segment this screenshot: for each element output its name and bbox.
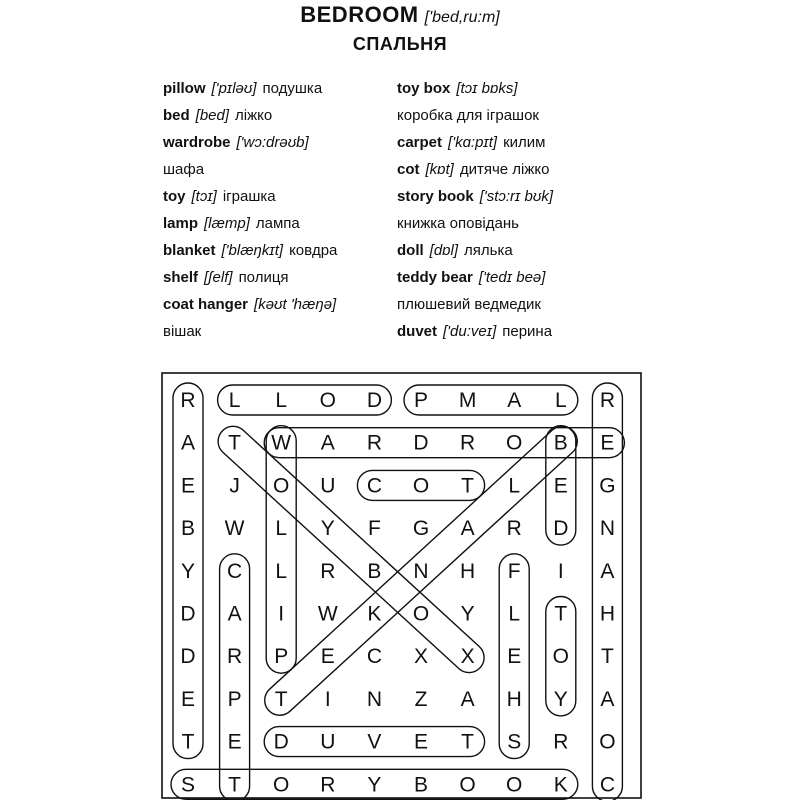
grid-letter: C: [366, 474, 382, 498]
grid-letter: O: [599, 730, 616, 754]
grid-letter: B: [413, 773, 429, 797]
grid-letter: J: [229, 474, 240, 498]
grid-letter: P: [227, 687, 242, 711]
grid-letter: I: [557, 559, 564, 583]
grid-letter: S: [507, 730, 522, 754]
grid-letter: E: [320, 645, 335, 669]
grid-letter: O: [506, 431, 523, 455]
vocab-translation: полиця: [238, 269, 289, 286]
word-oval: [218, 385, 392, 415]
vocab-word: bed: [163, 107, 190, 124]
vocab-transcription: [tɔɪ bɒks]: [456, 80, 518, 97]
vocab-transcription: [dɒl]: [429, 242, 459, 259]
vocab-translation: вішак: [163, 323, 202, 340]
page-title: BEDROOM: [300, 2, 419, 27]
vocab-word: coat hanger: [163, 296, 249, 313]
vocab-transcription: [kɒt]: [425, 161, 454, 178]
grid-letter: Y: [553, 687, 568, 711]
grid-letter: T: [554, 602, 568, 626]
grid-letter: Z: [414, 687, 428, 711]
grid-letter: X: [413, 645, 429, 669]
vocab-word: duvet: [397, 323, 438, 340]
grid-letter: O: [459, 773, 476, 797]
grid-letter: P: [413, 389, 429, 412]
grid-letter: L: [554, 389, 567, 412]
letter-grid: [180, 389, 615, 796]
word-oval: [264, 428, 624, 458]
grid-letter: O: [412, 602, 430, 626]
grid-letter: W: [271, 431, 292, 455]
vocab-word: lamp: [163, 215, 199, 232]
grid-letter: G: [412, 517, 430, 541]
vocab-transcription: [læmp]: [204, 215, 250, 232]
page-subtitle: СПАЛЬНЯ: [352, 34, 448, 54]
vocab-word: cot: [397, 161, 420, 178]
vocab-word: story book: [397, 188, 474, 205]
grid-letter: H: [506, 687, 522, 711]
grid-letter: D: [180, 602, 196, 626]
word-oval: [266, 426, 296, 674]
vocab-transcription: ['wɔ:drəʊb]: [236, 134, 309, 151]
grid-letter: F: [367, 517, 381, 541]
grid-letter: L: [508, 474, 521, 498]
grid-letter: C: [366, 645, 382, 669]
vocab-translation: килим: [503, 134, 546, 151]
vocab-translation: лампа: [255, 215, 300, 232]
grid-letter: X: [460, 645, 475, 669]
grid-letter: T: [228, 773, 242, 797]
grid-letter: R: [320, 773, 336, 797]
grid-letter: Y: [460, 602, 475, 626]
grid-letter: R: [366, 431, 382, 455]
vocab-transcription: [kəʊt 'hæŋə]: [254, 296, 337, 313]
grid-letter: T: [461, 730, 475, 754]
grid-letter: E: [600, 431, 615, 455]
grid-letter: N: [413, 559, 429, 583]
vocab-word: carpet: [397, 134, 443, 151]
grid-letter: T: [181, 730, 195, 754]
grid-letter: Y: [180, 559, 196, 583]
grid-letter: Y: [320, 517, 335, 541]
grid-letter: R: [553, 730, 569, 754]
grid-letter: U: [320, 474, 336, 498]
grid-letter: U: [320, 730, 336, 754]
vocab-translation: плюшевий ведмедик: [397, 296, 541, 313]
vocab-transcription: ['du:veɪ]: [443, 323, 497, 340]
vocab-transcription: [ʃelf]: [204, 269, 233, 286]
grid-letter: K: [367, 602, 382, 626]
grid-letter: T: [461, 474, 475, 498]
grid-letter: A: [227, 602, 242, 626]
grid-letter: T: [274, 687, 288, 711]
word-oval: [404, 385, 578, 415]
grid-letter: W: [317, 602, 338, 626]
grid-letter: G: [599, 474, 616, 498]
vocab-word: blanket: [163, 242, 216, 259]
grid-letter: A: [507, 389, 522, 412]
grid-letter: A: [460, 687, 475, 711]
grid-letter: O: [273, 773, 290, 797]
grid-letter: R: [506, 517, 522, 541]
vocab-transcription: ['kɑ:pɪt]: [448, 134, 498, 151]
grid-letter: S: [180, 773, 196, 797]
grid-letter: T: [600, 645, 614, 669]
grid-letter: R: [460, 431, 476, 455]
grid-letter: D: [553, 517, 569, 541]
vocab-word: toy: [163, 188, 186, 205]
grid-letter: C: [227, 559, 243, 583]
grid-letter: M: [458, 389, 477, 412]
grid-letter: T: [228, 431, 242, 455]
vocab-translation: подушка: [262, 80, 323, 97]
grid-letter: A: [460, 517, 475, 541]
vocab-translation: іграшка: [222, 188, 276, 205]
grid-letter: R: [599, 389, 615, 412]
grid-letter: A: [320, 431, 335, 455]
grid-letter: O: [412, 474, 430, 498]
grid-letter: P: [274, 645, 289, 669]
vocab-translation: коробка для іграшок: [397, 107, 539, 124]
grid-letter: A: [600, 559, 615, 583]
title-transcription: ['bed,ru:m]: [424, 9, 500, 26]
vocab-word: shelf: [163, 269, 199, 286]
grid-letter: O: [552, 645, 569, 669]
grid-letter: L: [508, 602, 521, 626]
grid-letter: L: [275, 517, 288, 541]
grid-letter: O: [273, 474, 290, 498]
grid-letter: E: [553, 474, 568, 498]
vocab-word: toy box: [397, 80, 451, 97]
vocab-word: wardrobe: [163, 134, 231, 151]
grid-letter: F: [507, 559, 521, 583]
grid-letter: O: [506, 773, 523, 797]
grid-letter: I: [324, 687, 331, 711]
grid-letter: H: [599, 602, 615, 626]
vocab-transcription: [tɔɪ]: [191, 188, 217, 205]
word-oval: [220, 554, 250, 800]
grid-letter: B: [367, 559, 382, 583]
vocab-transcription: ['tedɪ beə]: [478, 269, 546, 286]
grid-letter: B: [180, 517, 196, 541]
grid-letter: L: [228, 389, 241, 412]
vocab-translation: шафа: [163, 161, 205, 178]
grid-letter: R: [180, 389, 196, 412]
grid-letter: N: [599, 517, 615, 541]
grid-letter: D: [413, 431, 429, 455]
vocab-transcription: ['pɪləʊ]: [211, 80, 257, 97]
vocab-translation: перина: [502, 323, 553, 340]
vocab-translation: книжка оповідань: [397, 215, 519, 232]
grid-letter: B: [553, 431, 568, 455]
grid-letter: D: [273, 730, 289, 754]
vocab-word: teddy bear: [397, 269, 473, 286]
vocab-transcription: ['stɔ:rɪ bʊk]: [479, 188, 554, 205]
grid-letter: E: [180, 474, 196, 498]
grid-letter: A: [600, 687, 615, 711]
grid-letter: D: [180, 645, 196, 669]
grid-letter: R: [227, 645, 243, 669]
grid-letter: D: [366, 389, 382, 412]
vocab-transcription: ['blæŋkɪt]: [221, 242, 284, 259]
grid-letter: E: [180, 687, 196, 711]
word-oval: [212, 420, 490, 679]
vocab-word: doll: [397, 242, 424, 259]
grid-letter: L: [275, 389, 288, 412]
grid-letter: A: [180, 431, 196, 455]
grid-letter: O: [319, 389, 336, 412]
grid-letter: Y: [367, 773, 382, 797]
grid-letter: I: [278, 602, 285, 626]
grid-letter: H: [460, 559, 476, 583]
grid-letter: E: [507, 645, 522, 669]
grid-letter: V: [367, 730, 382, 754]
vocab-translation: ліжко: [235, 107, 273, 124]
grid-letter: E: [413, 730, 429, 754]
grid-letter: L: [275, 559, 288, 583]
grid-letter: W: [224, 517, 245, 541]
vocab-word: pillow: [163, 80, 206, 97]
grid-letter: E: [227, 730, 242, 754]
grid-letter: K: [553, 773, 568, 797]
grid-letter: C: [599, 773, 615, 797]
vocab-translation: дитяче ліжко: [459, 161, 550, 178]
grid-letter: N: [366, 687, 382, 711]
vocab-transcription: [bed]: [195, 107, 230, 124]
vocab-translation: ковдра: [289, 242, 338, 259]
grid-letter: R: [320, 559, 336, 583]
vocab-translation: лялька: [464, 242, 513, 259]
